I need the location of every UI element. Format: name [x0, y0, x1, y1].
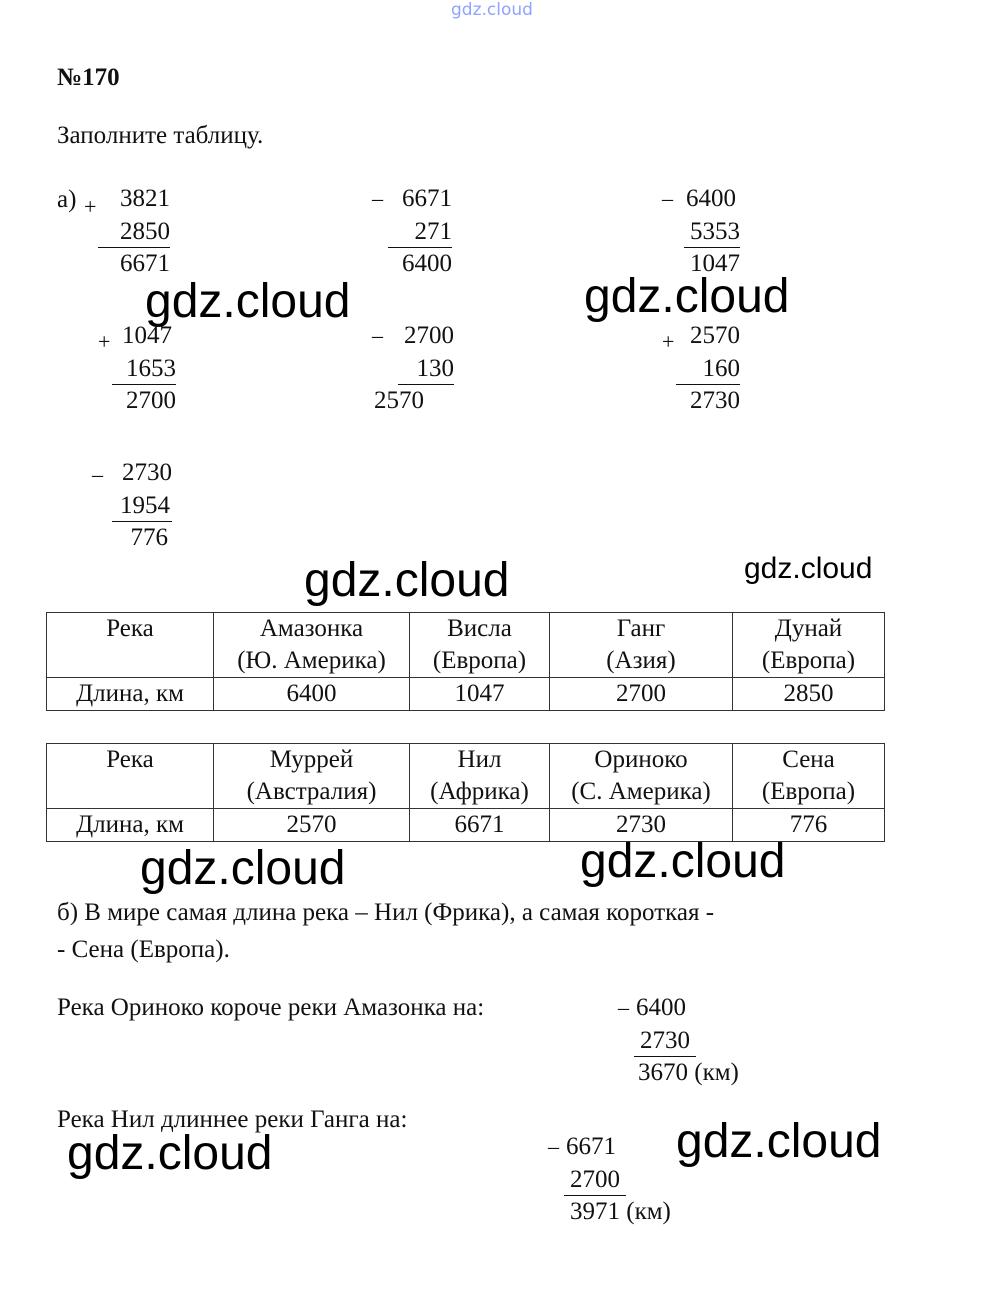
- river-region: (С. Америка): [571, 778, 711, 805]
- instruction-text: Заполните таблицу.: [57, 122, 264, 149]
- river-header-label: Река: [106, 615, 154, 642]
- river-region: (Европа): [761, 778, 856, 805]
- river-length: 2730: [550, 809, 733, 842]
- watermark: gdz.cloud: [140, 842, 346, 895]
- table-header-cell: [550, 744, 733, 809]
- calc-operand-b: 1954: [120, 492, 170, 519]
- question-2-calc: [544, 1126, 684, 1232]
- calc-result: 2700: [126, 387, 176, 414]
- part-a-label: а): [57, 186, 77, 213]
- calc-operand-a: 6671: [566, 1133, 616, 1160]
- table-header-cell: [550, 613, 733, 678]
- calc-operand-b: 2700: [570, 1166, 620, 1193]
- river-name: Муррей: [269, 746, 354, 773]
- calc-operator: _: [372, 178, 383, 203]
- rivers-table-2: [46, 743, 885, 842]
- table-header-cell: [47, 613, 214, 678]
- river-name: Амазонка: [259, 615, 364, 642]
- river-region: (Азия): [606, 647, 676, 674]
- calc-operand-b: 130: [416, 355, 454, 382]
- calc-result: 1047: [690, 250, 740, 277]
- calc-result: 2730: [690, 387, 740, 414]
- calc-operator: _: [372, 315, 383, 340]
- calc-underline: [112, 384, 176, 385]
- calc-underline: [634, 1056, 696, 1057]
- watermark: gdz.cloud: [145, 275, 351, 328]
- calc-operator: +: [84, 194, 97, 219]
- calc-3: [658, 178, 740, 284]
- calc-operator: _: [662, 178, 673, 203]
- river-name: Дунай: [774, 615, 843, 642]
- river-length: 6671: [410, 809, 550, 842]
- calc-2: [368, 178, 452, 284]
- calc-5: [368, 315, 454, 421]
- rivers-table-1: [46, 612, 885, 711]
- calc-1: [80, 184, 170, 284]
- question-1-calc: [612, 987, 752, 1093]
- watermark: gdz.cloud: [67, 1127, 273, 1180]
- calc-underline: [676, 384, 740, 385]
- calc-operand-b: 271: [414, 218, 452, 245]
- calc-underline: [98, 247, 170, 248]
- part-b-line-1: б) В мире самая длина река – Нил (Фрика), а самая короткая -: [57, 899, 715, 926]
- calc-operand-a: 1047: [122, 322, 172, 349]
- calc-operand-b: 2850: [120, 218, 170, 245]
- calc-result: 3971 (км): [570, 1198, 671, 1225]
- table-header-cell: [214, 613, 410, 678]
- river-name: Ориноко: [594, 746, 688, 773]
- calc-result: 3670 (км): [638, 1059, 739, 1086]
- table-header-cell: [410, 613, 550, 678]
- table-header-cell: [214, 744, 410, 809]
- river-length: 1047: [410, 678, 550, 711]
- watermark: gdz.cloud: [580, 835, 786, 888]
- question-2: Река Нил длиннее реки Ганга на:: [57, 1106, 408, 1133]
- calc-underline: [684, 247, 740, 248]
- table-header-cell: [733, 613, 885, 678]
- calc-operator: _: [618, 987, 629, 1012]
- calc-operand-b: 160: [702, 355, 740, 382]
- top-watermark: gdz.cloud: [451, 0, 533, 20]
- calc-operand-b: 5353: [690, 218, 740, 245]
- calc-operand-b: 1653: [126, 355, 176, 382]
- river-length: 2700: [550, 678, 733, 711]
- calc-underline: [112, 521, 172, 522]
- length-label: Длина, км: [47, 678, 214, 711]
- calc-operator: _: [92, 454, 103, 479]
- watermark: gdz.cloud: [676, 1115, 882, 1168]
- calc-operand-a: 2730: [122, 459, 172, 486]
- calc-result: 776: [130, 524, 168, 551]
- table-row: [47, 678, 885, 711]
- calc-underline: [564, 1195, 626, 1196]
- calc-operator: +: [662, 329, 675, 354]
- calc-operand-a: 6400: [686, 185, 736, 212]
- calc-operand-a: 6671: [402, 185, 452, 212]
- river-region: (Африка): [430, 778, 529, 805]
- length-label: Длина, км: [47, 809, 214, 842]
- calc-underline: [398, 384, 454, 385]
- river-length: 776: [733, 809, 885, 842]
- calc-operand-a: 2570: [690, 322, 740, 349]
- river-length: 2570: [214, 809, 410, 842]
- table-header-cell: [733, 744, 885, 809]
- river-name: Сена: [782, 746, 835, 773]
- river-region: (Ю. Америка): [237, 647, 386, 674]
- table-header-row: [47, 744, 885, 809]
- task-number: №170: [57, 64, 120, 91]
- river-name: Нил: [457, 746, 502, 773]
- calc-result: 2570: [374, 387, 424, 414]
- calc-operator: _: [548, 1126, 559, 1151]
- calc-result: 6400: [402, 250, 452, 277]
- calc-result: 6671: [120, 250, 170, 277]
- calc-4: [94, 321, 176, 421]
- river-header-label: Река: [106, 746, 154, 773]
- river-length: 2850: [733, 678, 885, 711]
- table-header-cell: [410, 744, 550, 809]
- calc-operand-a: 6400: [636, 994, 686, 1021]
- calc-7: [88, 454, 172, 558]
- watermark: gdz.cloud: [584, 270, 790, 323]
- table-header-cell: [47, 744, 214, 809]
- river-region: (Австралия): [246, 778, 377, 805]
- question-1: Река Ориноко короче реки Амазонка на:: [57, 994, 485, 1021]
- watermark: gdz.cloud: [304, 554, 510, 607]
- river-region: (Европа): [761, 647, 856, 674]
- calc-underline: [388, 247, 452, 248]
- river-region: (Европа): [432, 647, 527, 674]
- table-header-row: [47, 613, 885, 678]
- part-b-line-2: - Сена (Европа).: [57, 936, 230, 963]
- watermark: gdz.cloud: [744, 552, 873, 585]
- river-name: Ганг: [616, 615, 666, 642]
- calc-operand-a: 3821: [120, 185, 170, 212]
- calc-operand-b: 2730: [640, 1027, 690, 1054]
- calc-operator: +: [98, 329, 111, 354]
- river-name: Висла: [447, 615, 512, 642]
- calc-operand-a: 2700: [404, 322, 454, 349]
- river-length: 6400: [214, 678, 410, 711]
- calc-6: [658, 321, 740, 421]
